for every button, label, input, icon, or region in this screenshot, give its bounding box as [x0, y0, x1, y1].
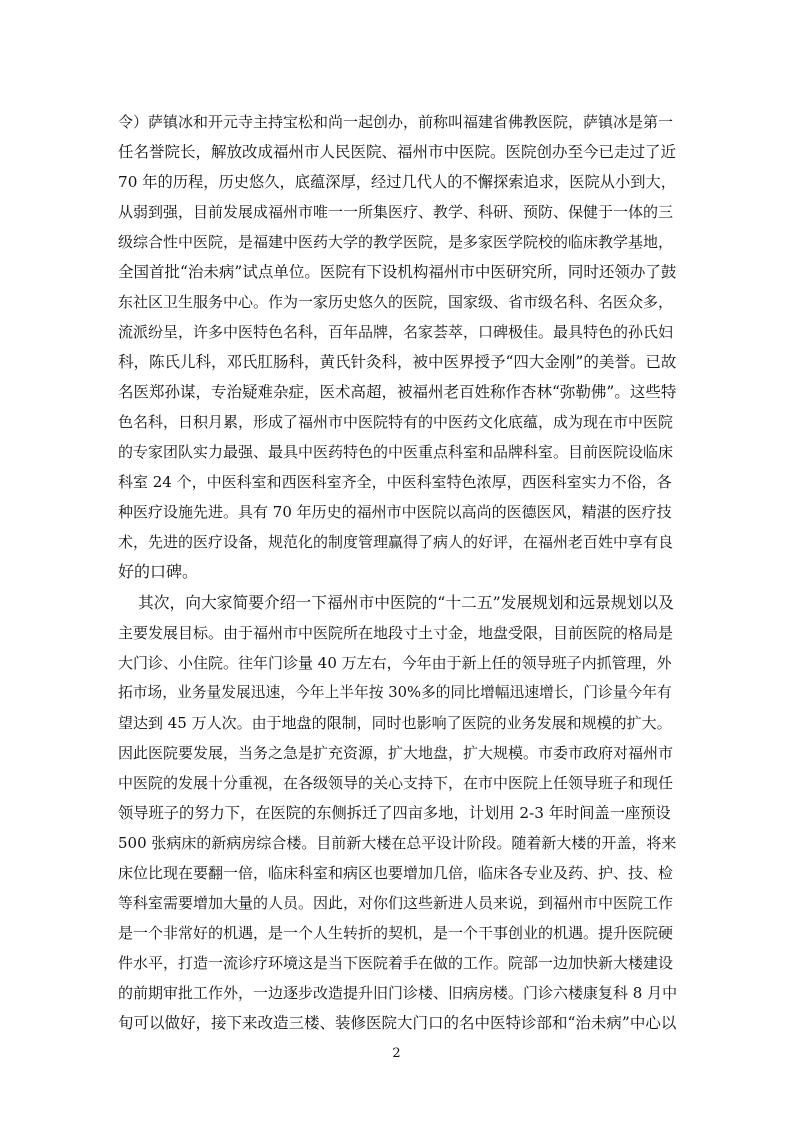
page-number: 2: [392, 1046, 401, 1061]
text-line-7: 东社区卫生服务中心。作为一家历史悠久的医院，国家级、省市级名科、名医众多，: [118, 293, 674, 311]
text-line-3: 70 年的历程，历史悠久，底蕴深厚，经过几代人的不懈探索追求，医院从小到大，: [118, 173, 677, 191]
text-line-13: 科室 24 个，中医科室和西医科室齐全，中医科室特色浓厚，西医科室实力不俗，各: [118, 473, 672, 491]
text-line-22: 因此医院要发展，当务之急是扩充资源，扩大地盘，扩大规模。市委市政府对福州市: [118, 744, 674, 762]
text-line-8: 流派纷呈，许多中医特色名科，百年品牌，名家荟萃，口碑极佳。最具特色的孙氏妇: [118, 323, 674, 341]
text-line-12: 的专家团队实力最强、最具中医药特色的中医重点科室和品牌科室。目前医院设临床: [118, 443, 674, 461]
text-line-28: 是一个非常好的机遇，是一个人生转折的契机，是一个干事创业的机遇。提升医院硬: [118, 924, 674, 942]
text-line-16: 好的口碑。: [118, 562, 199, 581]
text-line-1: 令）萨镇冰和开元寺主持宝松和尚一起创办，前称叫福建省佛教医院，萨镇冰是第一: [118, 113, 674, 131]
text-line-29: 件水平，打造一流诊疗环境这是当下医院着手在做的工作。院部一边加快新大楼建设: [118, 954, 674, 972]
text-line-20: 拓市场，业务量发展迅速，今年上半年按 30%多的同比增幅迅速增长，门诊量今年有: [118, 684, 672, 701]
text-line-15: 术，先进的医疗设备，规范化的制度管理赢得了病人的好评，在福州老百姓中享有良: [118, 533, 674, 551]
text-line-30: 的前期审批工作外，一边逐步改造提升旧门诊楼、旧病房楼。门诊六楼康复科 8 月中: [118, 984, 678, 1002]
text-line-31: 旬可以做好，接下来改造三楼、装修医院大门口的名中医特诊部和“治未病”中心以: [118, 1014, 677, 1032]
text-line-24: 领导班子的努力下，在医院的东侧拆迁了四亩多地，计划用 2-3 年时间盖一座预设: [118, 804, 671, 822]
text-line-14: 种医疗设施先进。具有 70 年历史的福州市中医院以高尚的医德医风，精湛的医疗技: [118, 503, 672, 521]
text-line-25: 500 张病床的新病房综合楼。目前新大楼在总平设计阶段。随着新大楼的开盖，将来: [118, 834, 677, 852]
text-line-10: 名医郑孙谋，专治疑难杂症，医术高超，被福州老百姓称作杏林“弥勒佛”。这些特: [118, 383, 677, 401]
text-line-19: 大门诊、小住院。往年门诊量 40 万左右，今年由于新上任的领导班子内抓管理，外: [118, 654, 672, 672]
text-line-4: 从弱到强，目前发展成福州市唯一一所集医疗、教学、科研、预防、保健于一体的三: [118, 203, 674, 221]
text-line-5: 级综合性中医院，是福建中医药大学的教学医院，是多家医学院校的临床教学基地，: [118, 233, 674, 251]
text-line-21: 望达到 45 万人次。由于地盘的限制，同时也影响了医院的业务发展和规模的扩大。: [118, 714, 672, 732]
text-line-2: 任名誉院长，解放改成福州市人民医院、福州市中医院。医院创办至今已走过了近: [118, 143, 677, 161]
text-line-6: 全国首批“治未病”试点单位。医院有下设机构福州市中医研究所，同时还领办了鼓: [118, 263, 677, 281]
text-line-17: 其次，向大家简要介绍一下福州市中医院的“十二五”发展规划和远景规划以及: [118, 593, 674, 612]
text-line-26: 床位比现在要翻一倍，临床科室和病区也要增加几倍，临床各专业及药、护、技、检: [118, 864, 674, 882]
text-line-18: 主要发展目标。由于福州市中医院所在地段寸土寸金，地盘受限，目前医院的格局是: [118, 624, 674, 642]
text-line-11: 色名科，日积月累，形成了福州市中医院特有的中医药文化底蕴，成为现在市中医院: [118, 413, 674, 431]
text-line-27: 等科室需要增加大量的人员。因此，对你们这些新进人员来说，到福州市中医院工作: [118, 894, 674, 912]
text-line-23: 中医院的发展十分重视，在各级领导的关心支持下，在市中医院上任领导班子和现任: [118, 774, 674, 792]
text-line-9: 科，陈氏儿科，邓氏肛肠科，黄氏针灸科，被中医界授予“四大金刚”的美誉。已故: [118, 353, 677, 371]
